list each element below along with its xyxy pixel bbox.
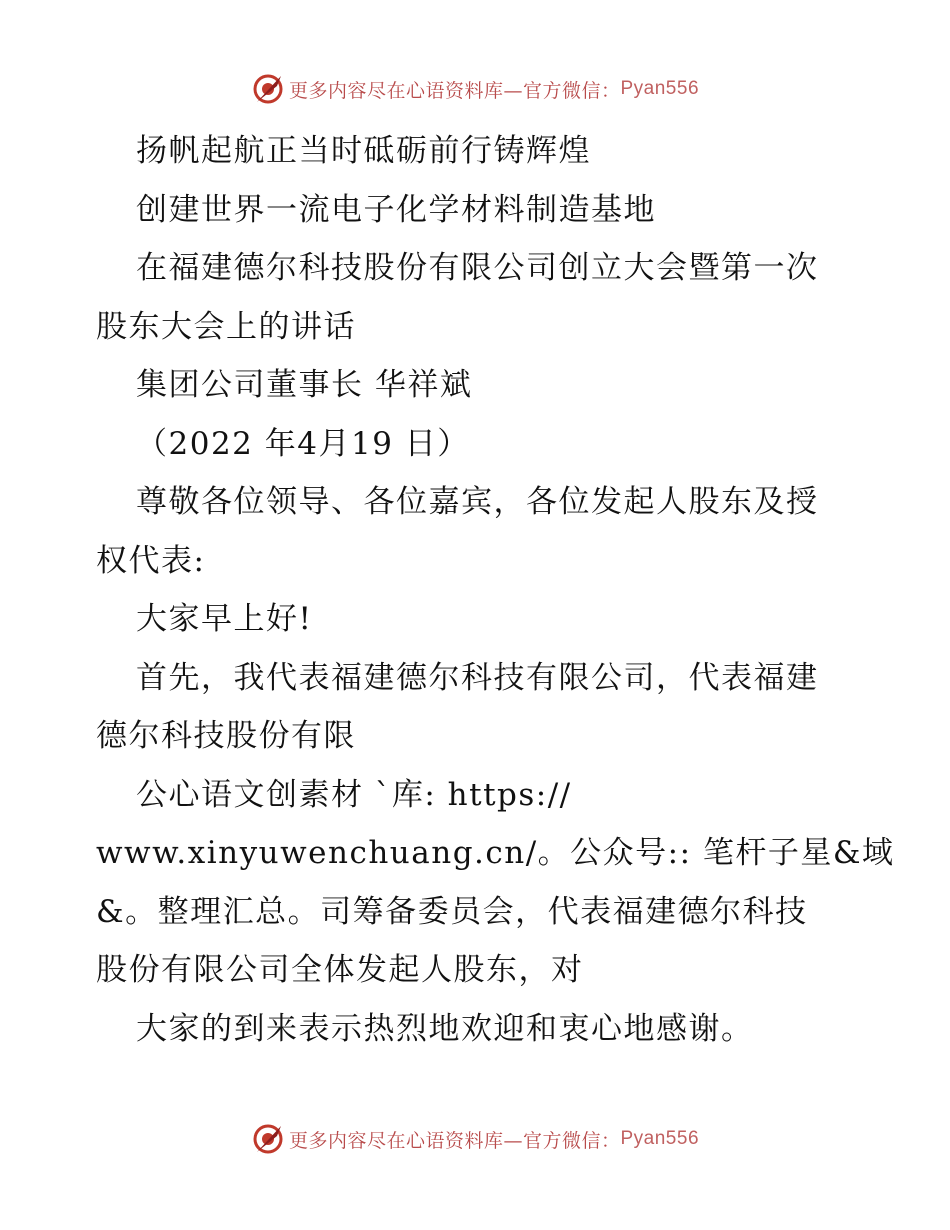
document-body xyxy=(96,122,895,1058)
watermark-handle: Pyan556 xyxy=(620,78,700,99)
header-watermark xyxy=(0,72,950,106)
date-line: （2022 年4月19 日） xyxy=(136,425,470,462)
speaker-line: 集团公司董事长 华祥斌 xyxy=(136,367,473,403)
paragraph-line-2: 德尔科技股份有限 xyxy=(96,718,356,754)
title-line-2: 创建世界一流电子化学材料制造基地 xyxy=(136,191,656,228)
quill-logo-icon xyxy=(251,1122,285,1156)
quill-logo-icon xyxy=(251,72,285,106)
paragraph-line-3: 公心语文创素材 `库: https:// xyxy=(136,776,572,813)
subtitle-line-1: 在福建德尔科技股份有限公司创立大会暨第一次 xyxy=(136,250,819,286)
title-line-1: 扬帆起航正当时砥砺前行铸辉煌 xyxy=(136,133,591,169)
footer-watermark xyxy=(0,1122,950,1156)
watermark-text: 更多内容尽在心语资料库—官方微信： xyxy=(288,1129,621,1152)
paragraph-line-1: 首先，我代表福建德尔科技有限公司，代表福建 xyxy=(136,659,819,696)
salutation-line-1: 尊敬各位领导、各位嘉宾，各位发起人股东及授 xyxy=(136,484,819,520)
watermark-handle: Pyan556 xyxy=(620,1128,700,1149)
paragraph-line-6: 股份有限公司全体发起人股东，对 xyxy=(96,952,584,988)
paragraph-line-4: www.xinyuwenchuang.cn/。公众号:: 笔杆子星&域 xyxy=(96,835,895,871)
subtitle-line-2: 股东大会上的讲话 xyxy=(96,308,356,345)
watermark-text: 更多内容尽在心语资料库—官方微信： xyxy=(288,79,621,102)
paragraph-line-5: &。整理汇总。司筹备委员会，代表福建德尔科技 xyxy=(96,893,808,930)
paragraph-line-7: 大家的到来表示热烈地欢迎和衷心地感谢。 xyxy=(136,1010,754,1047)
salutation-line-2: 权代表: xyxy=(96,542,206,579)
greeting-line: 大家早上好! xyxy=(136,601,313,637)
